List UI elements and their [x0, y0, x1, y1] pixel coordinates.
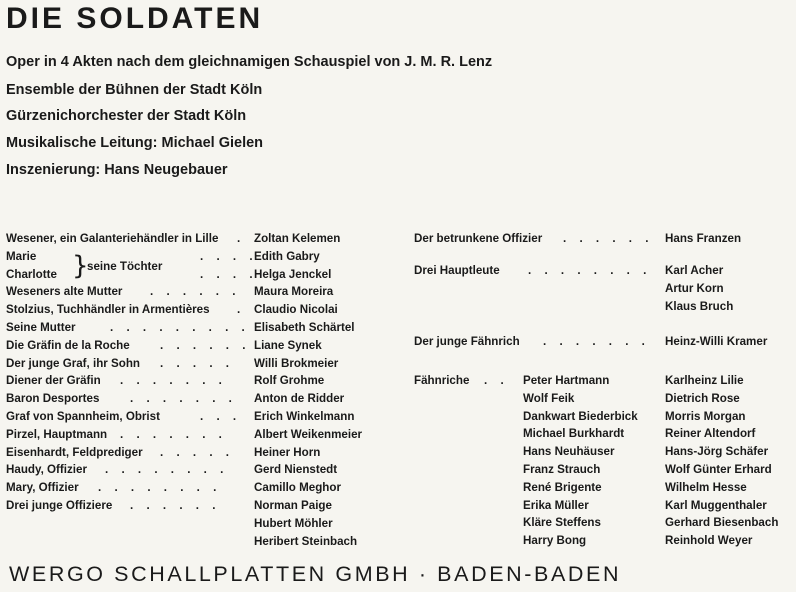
- singer-name: Zoltan Kelemen: [254, 232, 341, 245]
- role-label: Wesener, ein Galanteriehändler in Lille: [6, 232, 219, 245]
- singer-name: Harry Bong: [523, 534, 587, 547]
- singer-name: Claudio Nicolai: [254, 303, 338, 316]
- leader-dots: . . . . . . .: [543, 335, 650, 348]
- singer-name: Rolf Grohme: [254, 374, 325, 387]
- singer-name: Anton de Ridder: [254, 392, 345, 405]
- singer-name: Camillo Meghor: [254, 481, 341, 494]
- singer-name: Dankwart Biederbick: [523, 410, 638, 423]
- singer-name: Maura Moreira: [254, 285, 334, 298]
- singer-name: Klaus Bruch: [665, 300, 734, 313]
- role-label: Die Gräfin de la Roche: [6, 339, 130, 352]
- singer-name: Gerhard Biesenbach: [665, 516, 779, 529]
- conductor-line: Musikalische Leitung: Michael Gielen: [6, 135, 264, 151]
- singer-name: Helga Jenckel: [254, 268, 332, 281]
- role-label: Charlotte: [6, 268, 57, 281]
- singer-name: Artur Korn: [665, 282, 724, 295]
- singer-name: Heiner Horn: [254, 446, 321, 459]
- director-line: Inszenierung: Hans Neugebauer: [6, 162, 228, 178]
- role-label: Pirzel, Hauptmann: [6, 428, 108, 441]
- singer-name: Liane Synek: [254, 339, 322, 352]
- singer-name: Wolf Günter Erhard: [665, 463, 772, 476]
- orchestra-line: Gürzenichorchester der Stadt Köln: [6, 108, 247, 124]
- leader-dots: . . . .: [200, 250, 258, 263]
- ensemble-line: Ensemble der Bühnen der Stadt Köln: [6, 82, 263, 98]
- leader-dots: . . . . . .: [563, 232, 654, 245]
- singer-name: Peter Hartmann: [523, 374, 610, 387]
- singer-name: Dietrich Rose: [665, 392, 740, 405]
- singer-name: Hans Neuhäuser: [523, 445, 615, 458]
- role-label: Drei junge Offiziere: [6, 499, 113, 512]
- singer-name: Reiner Altendorf: [665, 427, 756, 440]
- leader-dots: . . . . . . . .: [98, 481, 222, 494]
- role-label: Weseners alte Mutter: [6, 285, 123, 298]
- singer-name: Erika Müller: [523, 499, 589, 512]
- leader-dots: . . . . . . .: [130, 392, 237, 405]
- leader-dots: . . . . . .: [130, 499, 221, 512]
- sisters-label: seine Töchter: [87, 260, 163, 273]
- singer-name: Hans-Jörg Schäfer: [665, 445, 769, 458]
- role-label: Drei Hauptleute: [414, 264, 500, 277]
- singer-name: Elisabeth Schärtel: [254, 321, 355, 334]
- leader-dots: . . . . . .: [160, 339, 251, 352]
- singer-name: Morris Morgan: [665, 410, 746, 423]
- role-label: Haudy, Offizier: [6, 463, 87, 476]
- leader-dots: .: [237, 232, 246, 245]
- role-label: Der junge Fähnrich: [414, 335, 520, 348]
- singer-name: Erich Winkelmann: [254, 410, 355, 423]
- singer-name: Edith Gabry: [254, 250, 320, 263]
- role-label: Seine Mutter: [6, 321, 76, 334]
- singer-name: Norman Paige: [254, 499, 332, 512]
- singer-name: Karlheinz Lilie: [665, 374, 744, 387]
- singer-name: Hubert Möhler: [254, 517, 333, 530]
- singer-name: Karl Acher: [665, 264, 724, 277]
- leader-dots: . . . . . . . .: [528, 264, 652, 277]
- publisher-footer: WERGO SCHALLPLATTEN GMBH · BADEN-BADEN: [9, 562, 622, 586]
- sisters-brace: }: [72, 251, 89, 281]
- subtitle-line: Oper in 4 Akten nach dem gleichnamigen Schauspiel von J. M. R. Lenz: [6, 54, 493, 70]
- leader-dots: . . . . . . . .: [105, 463, 229, 476]
- leader-dots: . . . .: [200, 268, 258, 281]
- singer-name: Albert Weikenmeier: [254, 428, 363, 441]
- leader-dots: . . . . . .: [150, 285, 241, 298]
- leader-dots: . . . . . . .: [120, 428, 227, 441]
- singer-name: Willi Brokmeier: [254, 357, 339, 370]
- role-label: Der betrunkene Offizier: [414, 232, 543, 245]
- singer-name: Heinz-Willi Kramer: [665, 335, 768, 348]
- leader-dots: . .: [484, 374, 509, 387]
- role-label: Stolzius, Tuchhändler in Armentières: [6, 303, 210, 316]
- role-label: Diener der Gräfin: [6, 374, 101, 387]
- role-label: Der junge Graf, ihr Sohn: [6, 357, 140, 370]
- singer-name: Wolf Feik: [523, 392, 575, 405]
- singer-name: Kläre Steffens: [523, 516, 601, 529]
- role-label: Marie: [6, 250, 37, 263]
- opera-title: DIE SOLDATEN: [6, 2, 264, 35]
- leader-dots: .: [237, 303, 246, 316]
- singer-name: Hans Franzen: [665, 232, 742, 245]
- leader-dots: . . . . . . . . .: [110, 321, 250, 334]
- singer-name: René Brigente: [523, 481, 602, 494]
- leader-dots: . . . . . . .: [120, 374, 227, 387]
- role-label: Graf von Spannheim, Obrist: [6, 410, 160, 423]
- role-label: Eisenhardt, Feldprediger: [6, 446, 143, 459]
- singer-name: Wilhelm Hesse: [665, 481, 747, 494]
- singer-name: Franz Strauch: [523, 463, 601, 476]
- leader-dots: . . . . .: [160, 357, 234, 370]
- role-label: Fähnriche: [414, 374, 470, 387]
- role-label: Mary, Offizier: [6, 481, 79, 494]
- singer-name: Gerd Nienstedt: [254, 463, 338, 476]
- singer-name: Karl Muggenthaler: [665, 499, 767, 512]
- leader-dots: . . .: [200, 410, 242, 423]
- singer-name: Reinhold Weyer: [665, 534, 753, 547]
- singer-name: Michael Burkhardt: [523, 427, 625, 440]
- singer-name: Heribert Steinbach: [254, 535, 358, 548]
- role-label: Baron Desportes: [6, 392, 100, 405]
- leader-dots: . . . . .: [160, 446, 234, 459]
